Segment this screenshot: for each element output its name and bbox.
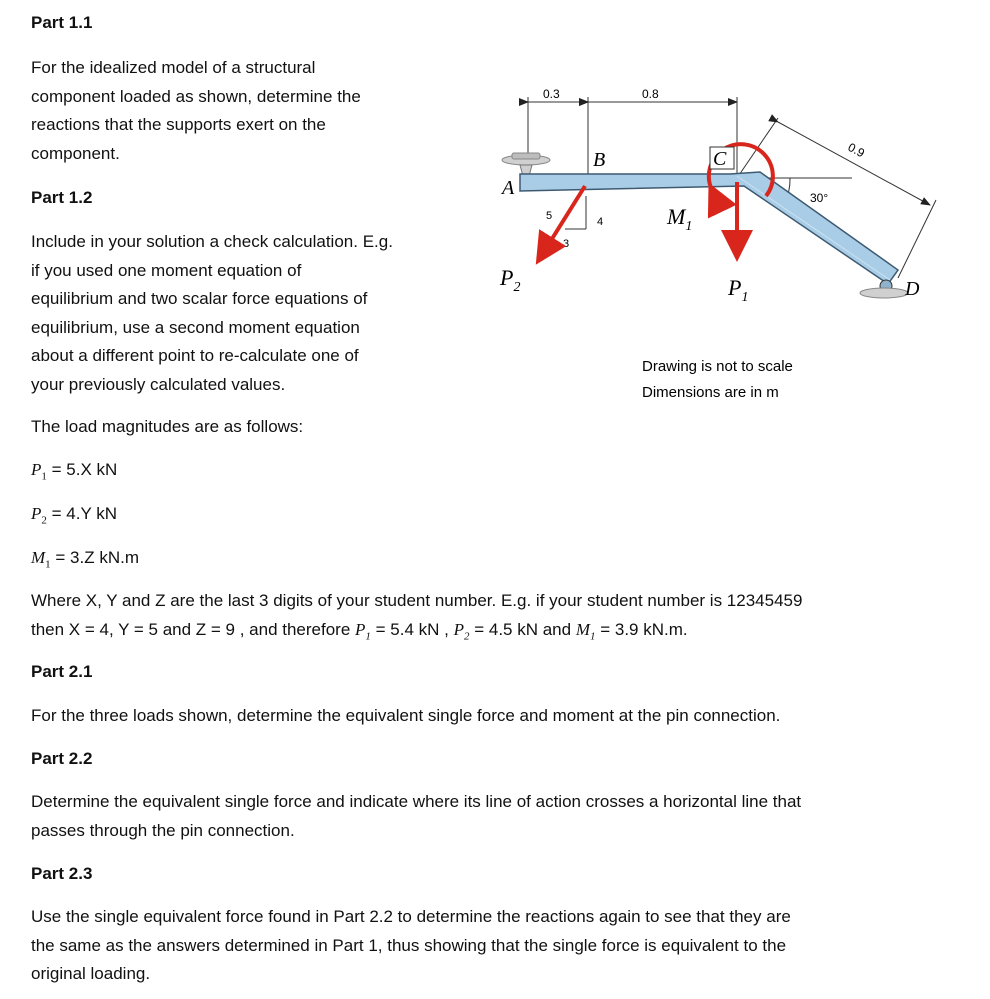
- slope-4-label: 4: [597, 216, 604, 228]
- label-m1: $M_1$: [667, 204, 693, 234]
- part-2-3-text: [31, 903, 791, 989]
- p1-sub: 1: [41, 470, 47, 483]
- where-line-2-pre: then X = 4, Y = 5 and Z = 9 , and therefore: [31, 619, 356, 639]
- ex-m1-val: = 3.9 kN.m.: [595, 619, 688, 639]
- where-line-1: Where X, Y and Z are the last 3 digits of your student number. E.g. if your student number is 12345459: [31, 591, 803, 610]
- ex-p2-sub: 2: [464, 629, 470, 642]
- text-line: Determine the equivalent single force and indicate where its line of action crosses a horizontal line that: [31, 792, 802, 811]
- label-p2: $P_2$: [500, 265, 521, 295]
- structure-figure: [0, 0, 990, 420]
- part-2-2-heading: Part 2.2: [31, 749, 93, 768]
- label-a: A: [502, 177, 515, 199]
- text-line: equilibrium, use a second moment equation: [31, 317, 360, 337]
- label-d: D: [905, 278, 920, 300]
- load-m1: [31, 544, 139, 579]
- text-line: For the idealized model of a structural: [31, 58, 316, 77]
- roller-support-d: [860, 280, 908, 298]
- part-2-1-heading: Part 2.1: [31, 662, 93, 681]
- text-line: component loaded as shown, determine the: [31, 86, 361, 106]
- m1-value: = 3.Z kN.m: [50, 548, 139, 567]
- note-units: Dimensions are in m: [642, 384, 779, 401]
- loads-intro: The load magnitudes are as follows:: [31, 417, 304, 436]
- label-p1: $P_1$: [728, 275, 749, 305]
- label-b: B: [593, 149, 606, 171]
- ex-p1-sub: 1: [365, 629, 371, 642]
- m1-sub: 1: [45, 558, 51, 571]
- dim-0-9-line: [778, 122, 930, 205]
- text-line: Include in your solution a check calculation. E.g.: [31, 232, 393, 251]
- text-line: original loading.: [31, 964, 151, 983]
- ex-m1-sub: 1: [590, 629, 596, 642]
- part-2-2-text: [31, 788, 801, 845]
- ex-p2-val: = 4.5 kN and: [469, 619, 576, 639]
- part-1-2-heading: Part 1.2: [31, 188, 93, 207]
- part-1-1-heading: Part 1.1: [31, 13, 93, 32]
- text-line: your previously calculated values.: [31, 374, 286, 394]
- text-line: Use the single equivalent force found in Part 2.2 to determine the reactions again to see that they are: [31, 907, 791, 926]
- text-line: about a different point to re-calculate one of: [31, 346, 359, 365]
- ex-m1-sym: M: [575, 619, 590, 639]
- slope-5-label: 5: [546, 210, 553, 222]
- ex-p1-sym: P: [355, 619, 366, 639]
- dim-label-0-8: 0.8: [642, 87, 659, 101]
- p2-symbol: P: [31, 504, 42, 523]
- load-p1: [31, 456, 117, 491]
- where-line-2: [31, 616, 802, 651]
- load-p2: [31, 500, 117, 535]
- text-line: passes through the pin connection.: [31, 820, 295, 840]
- angle-label: 30°: [810, 191, 829, 205]
- ex-p1-val: = 5.4 kN ,: [370, 619, 454, 639]
- beam: [520, 172, 898, 284]
- slope-3-label: 3: [563, 238, 570, 250]
- m1-symbol: M: [31, 548, 46, 567]
- dim-label-0-3: 0.3: [543, 87, 560, 101]
- text-line: component.: [31, 143, 120, 163]
- label-c: C: [713, 148, 727, 170]
- part-2-1-text: For the three loads shown, determine the equivalent single force and moment at the pin connection.: [31, 706, 781, 725]
- text-line: equilibrium and two scalar force equations of: [31, 289, 368, 308]
- text-line: reactions that the supports exert on the: [31, 115, 326, 134]
- text-line: if you used one moment equation of: [31, 260, 302, 280]
- ex-p2-sym: P: [453, 619, 464, 639]
- p2-value: = 4.Y kN: [46, 504, 117, 523]
- ext-line-e: [898, 200, 936, 278]
- p2-sub: 2: [41, 514, 47, 527]
- p1-value: = 5.X kN: [46, 460, 118, 479]
- where-text: [31, 587, 802, 650]
- text-line: the same as the answers determined in Part 1, thus showing that the single force is equivalent to the: [31, 935, 787, 955]
- part-2-3-heading: Part 2.3: [31, 864, 93, 883]
- p1-symbol: P: [31, 460, 42, 479]
- dim-label-0-9: 0.9: [845, 140, 867, 161]
- note-not-to-scale: Drawing is not to scale: [642, 358, 793, 375]
